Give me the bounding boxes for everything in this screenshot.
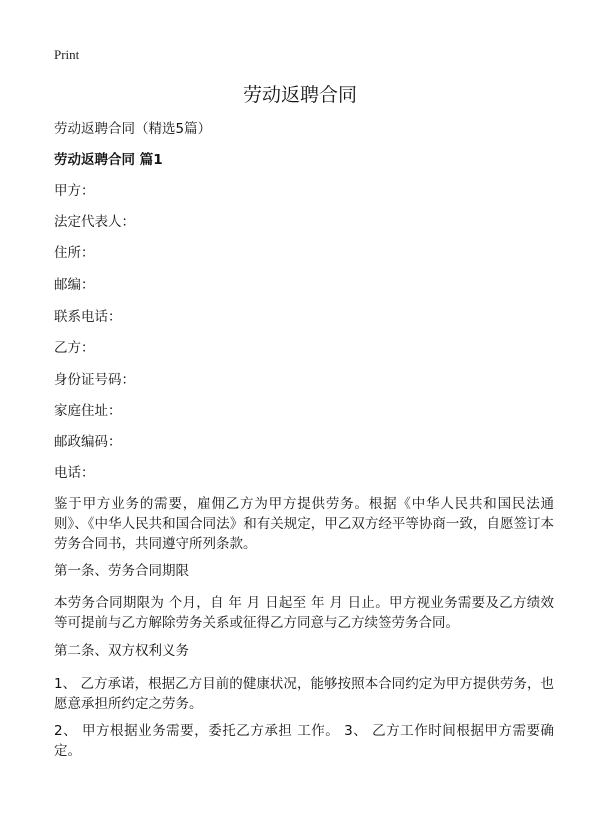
article-2-item-1: 1、 乙方承诺，根据乙方目前的健康状况，能够按照本合同约定为甲方提供劳务，也愿意承担所约定之劳务。 — [54, 676, 554, 712]
section-heading: 劳动返聘合同 篇1 — [54, 152, 163, 168]
field-legal-representative: 法定代表人： — [54, 214, 135, 230]
field-home-address: 家庭住址： — [54, 403, 122, 419]
field-postal-code: 邮政编码： — [54, 434, 122, 450]
article-1-body: 本劳务合同期限为 个月，自 年 月 日起至 年 月 日止。甲方视业务需要及乙方绩效等可提前与乙方解除劳务关系或征得乙方同意与乙方续签劳务合同。 — [54, 595, 554, 631]
field-mail-code: 邮编： — [54, 277, 95, 293]
document-subtitle: 劳动返聘合同（精选5篇） — [54, 121, 212, 137]
field-party-b: 乙方： — [54, 340, 95, 356]
article-1-title: 第一条、劳务合同期限 — [54, 563, 189, 579]
article-2-title: 第二条、双方权利义务 — [54, 643, 189, 659]
field-contact-phone: 联系电话： — [54, 309, 122, 325]
field-party-a: 甲方： — [54, 183, 95, 199]
field-phone: 电话： — [54, 465, 95, 481]
document-title: 劳动返聘合同 — [242, 84, 357, 106]
field-id-number: 身份证号码： — [54, 372, 135, 388]
field-address: 住所： — [54, 245, 95, 261]
article-2-item-2: 2、 甲方根据业务需要，委托乙方承担 工作。 3、 乙方工作时间根据甲方需要确定。 — [54, 723, 554, 759]
intro-paragraph: 鉴于甲方业务的需要，雇佣乙方为甲方提供劳务。根据《中华人民共和国民法通则》、《中华人民共和国合同法》和有关规定，甲乙双方经平等协商一致，自愿签订本劳务合同书，共同遵守所列条款。 — [54, 496, 554, 552]
print-link[interactable]: Print — [54, 47, 80, 62]
